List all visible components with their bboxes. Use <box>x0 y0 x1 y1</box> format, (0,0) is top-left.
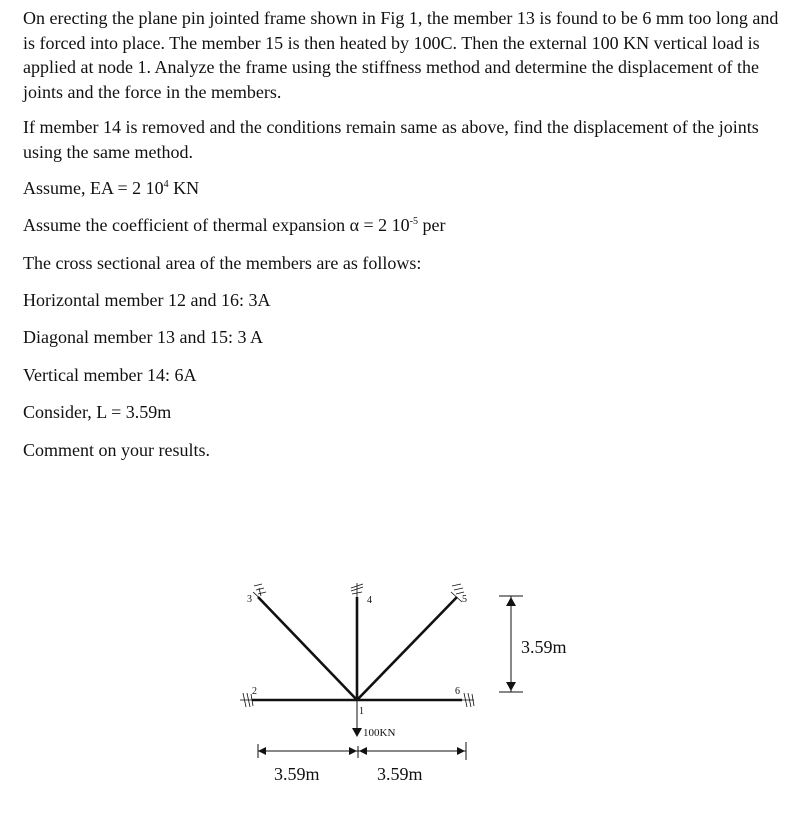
support-4-icon <box>351 583 363 597</box>
area-vertical: Vertical member 14: 6A <box>23 365 197 385</box>
node-label-3: 3 <box>247 594 252 605</box>
node-label-4: 4 <box>367 595 372 606</box>
support-6-icon <box>458 693 474 707</box>
alpha-suffix: per <box>418 215 446 235</box>
right-dimension-label: 3.59m <box>377 764 423 784</box>
load-label: 100KN <box>363 727 396 739</box>
node-label-2: 2 <box>252 686 257 697</box>
member-15 <box>357 597 457 700</box>
left-dimension-label: 3.59m <box>274 764 320 784</box>
node-label-1: 1 <box>359 706 364 717</box>
length-assumption: Consider, L = 3.59m <box>23 402 172 422</box>
width-dimension <box>258 742 466 760</box>
ea-prefix: Assume, EA = 2 10 <box>23 178 164 198</box>
ea-exponent: 4 <box>163 179 169 190</box>
comment-line: Comment on your results. <box>23 440 210 460</box>
area-diagonal: Diagonal member 13 and 15: 3 A <box>23 327 263 347</box>
members <box>252 597 462 700</box>
alpha-exponent: -5 <box>409 216 418 227</box>
problem-statement: On erecting the plane pin jointed frame shown in Fig 1, the member 13 is found to be 6 mm too long and is forced into place. The member 15 is then heated by 100C. Then the external 100 KN vertical load is applied at node 1. Analyze the frame using the stiffness method and determine the displacement of the joints and the force in the members. <box>23 8 779 102</box>
alpha-prefix: Assume the coefficient of thermal expansion α = 2 10 <box>23 215 410 235</box>
area-intro: The cross sectional area of the members are as follows: <box>23 253 422 273</box>
area-horizontal: Horizontal member 12 and 16: 3A <box>23 290 271 310</box>
alpha-assumption <box>23 213 445 237</box>
node-label-5: 5 <box>462 594 467 605</box>
ea-assumption <box>23 176 199 200</box>
height-dimension <box>499 596 523 692</box>
node-label-6: 6 <box>455 686 460 697</box>
member-13 <box>258 597 357 700</box>
ea-suffix: KN <box>168 178 200 198</box>
frame-figure <box>0 560 811 810</box>
height-dimension-label: 3.59m <box>521 637 567 657</box>
problem-variant: If member 14 is removed and the conditions remain same as above, find the displacement of the joints using the same method. <box>23 117 759 162</box>
